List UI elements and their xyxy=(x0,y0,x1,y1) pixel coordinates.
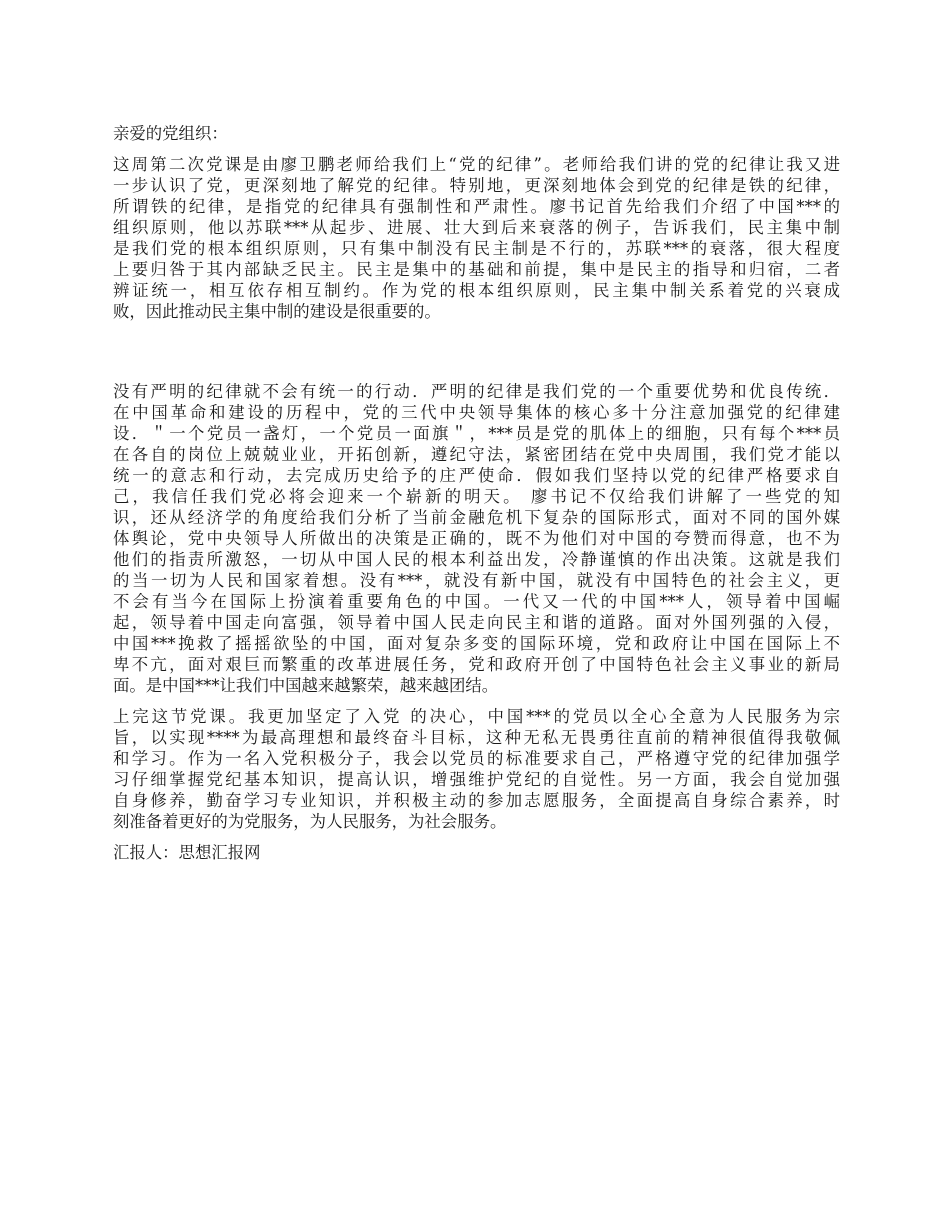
paragraph-line: 上完这节党课。我更加坚定了入党 的决心，中国***的党员以全心全意为人民服务为宗 xyxy=(113,707,840,726)
paragraph-line: 他们的指责所激怒，一切从中国人民的根本利益出发，冷静谨慎的作出决策。这就是我们 xyxy=(113,550,840,569)
paragraph-line: 旨，以实现****为最高理想和最终奋斗目标，这种无私无畏勇往直前的精神很值得我敬佩 xyxy=(113,728,840,747)
paragraph-line: 体舆论，党中央领导人所做出的决策是正确的，既不为他们对中国的夸赞而得意，也不为 xyxy=(113,529,840,548)
paragraph-line: 习仔细掌握党纪基本知识，提高认识，增强维护党纪的自觉性。另一方面，我会自觉加强 xyxy=(113,770,840,789)
signature: 汇报人：思想汇报网 xyxy=(113,843,261,862)
paragraph-line: 没有严明的纪律就不会有统一的行动．严明的纪律是我们党的一个重要优势和优良传统． xyxy=(113,382,840,401)
paragraph-line: 己，我信任我们党必将会迎来一个崭新的明天。 廖书记不仅给我们讲解了一些党的知 xyxy=(113,487,840,506)
paragraph-line: 统一的意志和行动，去完成历史给予的庄严使命．假如我们坚持以党的纪律严格要求自 xyxy=(113,466,840,485)
blank-gap xyxy=(113,332,840,381)
letter-page xyxy=(113,123,840,863)
paragraph-line: 识，还从经济学的角度给我们分析了当前金融危机下复杂的国际形式，面对不同的国外媒 xyxy=(113,508,840,527)
paragraph-3 xyxy=(113,706,840,832)
paragraph-line: 在中国革命和建设的历程中，党的三代中央领导集体的核心多十分注意加强党的纪律建 xyxy=(113,403,840,422)
paragraph-line: 面。是中国***让我们中国越来越繁荣，越来越团结。 xyxy=(113,676,499,695)
paragraph-line: 败，因此推动民主集中制的建设是很重要的。 xyxy=(113,302,441,321)
paragraph-line: 设．＂一个党员一盏灯，一个党员一面旗＂，***员是党的肌体上的细胞，只有每个***员 xyxy=(113,424,840,443)
paragraph-line: 卑不亢，面对艰巨而繁重的改革进展任务，党和政府开创了中国特色社会主义事业的新局 xyxy=(113,655,840,674)
paragraph-line: 中国***挽救了摇摇欲坠的中国，面对复杂多变的国际环境，党和政府让中国在国际上不 xyxy=(113,634,840,653)
paragraph-line: 一步认识了党，更深刻地了解党的纪律。特别地，更深刻地体会到党的纪律是铁的纪律， xyxy=(113,176,840,195)
paragraph-line: 这周第二次党课是由廖卫鹏老师给我们上“党的纪律”。老师给我们讲的党的纪律让我又进 xyxy=(113,155,840,174)
paragraph-line: 的当一切为人民和国家着想。没有***，就没有新中国，就没有中国特色的社会主义，更 xyxy=(113,571,840,590)
paragraph-line: 所谓铁的纪律，是指党的纪律具有强制性和严肃性。廖书记首先给我们介绍了中国***的 xyxy=(113,197,840,216)
paragraph-line: 不会有当今在国际上扮演着重要角色的中国。一代又一代的中国***人，领导着中国崛 xyxy=(113,592,840,611)
paragraph-2 xyxy=(113,381,840,696)
paragraph-line: 自身修养，勤奋学习专业知识，并积极主动的参加志愿服务，全面提高自身综合素养，时 xyxy=(113,791,840,810)
paragraph-line: 上要归咎于其内部缺乏民主。民主是集中的基础和前提，集中是民主的指导和归宿，二者 xyxy=(113,260,840,279)
paragraph-line: 是我们党的根本组织原则，只有集中制没有民主制是不行的，苏联***的衰落，很大程度 xyxy=(113,239,840,258)
paragraph-line: 和学习。作为一名入党积极分子，我会以党员的标准要求自己，严格遵守党的纪律加强学 xyxy=(113,749,840,768)
paragraph-line: 在各自的岗位上兢兢业业，开拓创新，遵纪守法，紧密团结在党中央周围，我们党才能以 xyxy=(113,445,840,464)
paragraph-line: 刻准备着更好的为党服务，为人民服务，为社会服务。 xyxy=(113,812,507,831)
paragraph-1 xyxy=(113,154,840,322)
greeting: 亲爱的党组织： xyxy=(113,124,228,143)
paragraph-line: 辨证统一，相互依存相互制约。作为党的根本组织原则，民主集中制关系着党的兴衰成 xyxy=(113,281,840,300)
paragraph-line: 组织原则，他以苏联***从起步、进展、壮大到后来衰落的例子，告诉我们，民主集中制 xyxy=(113,218,840,237)
paragraph-line: 起，领导着中国走向富强，领导着中国人民走向民主和谐的道路。面对外国列强的入侵， xyxy=(113,613,840,632)
